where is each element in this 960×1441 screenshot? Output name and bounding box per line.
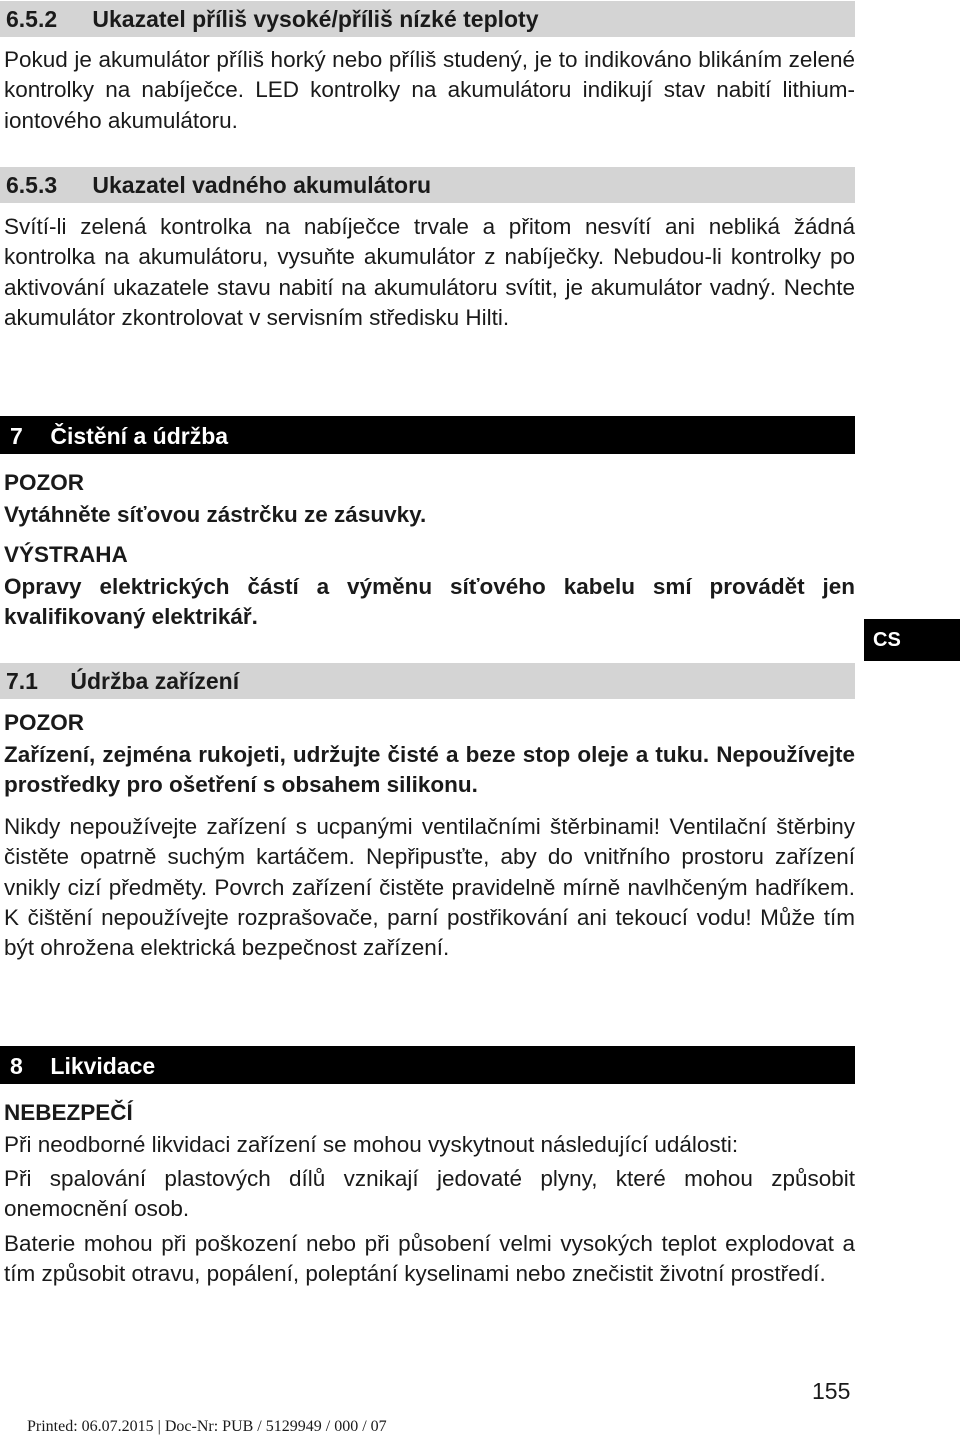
section-heading-6-5-2 <box>0 1 855 37</box>
chapter-heading-8 <box>0 1046 855 1084</box>
section-body-6-5-2: Pokud je akumulátor příliš horký nebo příliš studený, je to indikováno blikáním zelené kontrolky na nabíječce. LED kontrolky na akumulátoru indikují stav nabití lithium-iontového akumulátoru. <box>4 47 855 133</box>
caution-label: POZOR <box>4 470 85 495</box>
section-heading-7-1 <box>0 663 855 699</box>
warning-text: Opravy elektrických částí a výměnu síťového kabelu smí provádět jen kvalifikovaný elektrikář. <box>4 574 855 630</box>
danger-label: NEBEZPEČÍ <box>4 1100 133 1125</box>
danger-item: Při spalování plastových dílů vznikají jedovaté plyny, které mohou způsobit onemocnění osob. <box>4 1166 855 1222</box>
print-footer: Printed: 06.07.2015 | Doc-Nr: PUB / 5129949 / 000 / 07 <box>27 1418 387 1435</box>
section-body-6-5-3: Svítí-li zelená kontrolka na nabíječce trvale a přitom nesvítí ani nebliká žádná kontrolka na akumulátoru, vysuňte akumulátor z nabíječky. Nebudou-li kontrolky po aktivování ukazatele stavu nabití na akumulátoru svítit, je akumulátor vadný. Nechte akumulátor zkontrolovat v servisním středisku Hilti. <box>4 214 855 330</box>
chapter-heading-7 <box>0 416 855 454</box>
page-number: 155 <box>812 1378 851 1404</box>
danger-item: Baterie mohou při poškození nebo při působení velmi vysokých teplot explodovat a tím způsobit otravu, popálení, poleptání kyselinami nebo znečistit životní prostředí. <box>4 1231 855 1287</box>
chapter-title: Čistění a údržba <box>50 423 229 449</box>
warning-label: VÝSTRAHA <box>4 542 128 567</box>
section-number: 6.5.3 <box>6 172 58 198</box>
section-number: 7.1 <box>6 668 38 694</box>
caution-label: POZOR <box>4 710 85 735</box>
section-title: Ukazatel vadného akumulátoru <box>92 172 432 198</box>
section-title: Ukazatel příliš vysoké/příliš nízké teploty <box>92 6 539 32</box>
danger-intro: Při neodborné likvidaci zařízení se mohou vyskytnout následující události: <box>4 1132 739 1157</box>
caution-text: Zařízení, zejména rukojeti, udržujte čisté a beze stop oleje a tuku. Nepoužívejte prostředky pro ošetření s obsahem silikonu. <box>4 742 855 798</box>
section-body-7-1: Nikdy nepoužívejte zařízení s ucpanými ventilačními štěrbinami! Ventilační štěrbiny čistěte opatrně suchým kartáčem. Nepřipusťte, aby do vnitřního prostoru zařízení vnikly cizí předměty. Povrch zařízení čistěte pravidelně mírně navlhčeným hadříkem. K čištění nepoužívejte rozprašovače, parní postřikování ani tekoucí vodu! Může tím být ohrožena elektrická bezpečnost zařízení. <box>4 814 855 961</box>
language-tab: CS <box>864 619 960 661</box>
section-title: Údržba zařízení <box>70 668 240 694</box>
caution-text: Vytáhněte síťovou zástrčku ze zásuvky. <box>4 502 427 527</box>
chapter-title: Likvidace <box>50 1053 156 1079</box>
section-number: 6.5.2 <box>6 6 58 32</box>
chapter-number: 8 <box>10 1053 23 1079</box>
section-heading-6-5-3 <box>0 167 855 203</box>
chapter-number: 7 <box>10 423 23 449</box>
